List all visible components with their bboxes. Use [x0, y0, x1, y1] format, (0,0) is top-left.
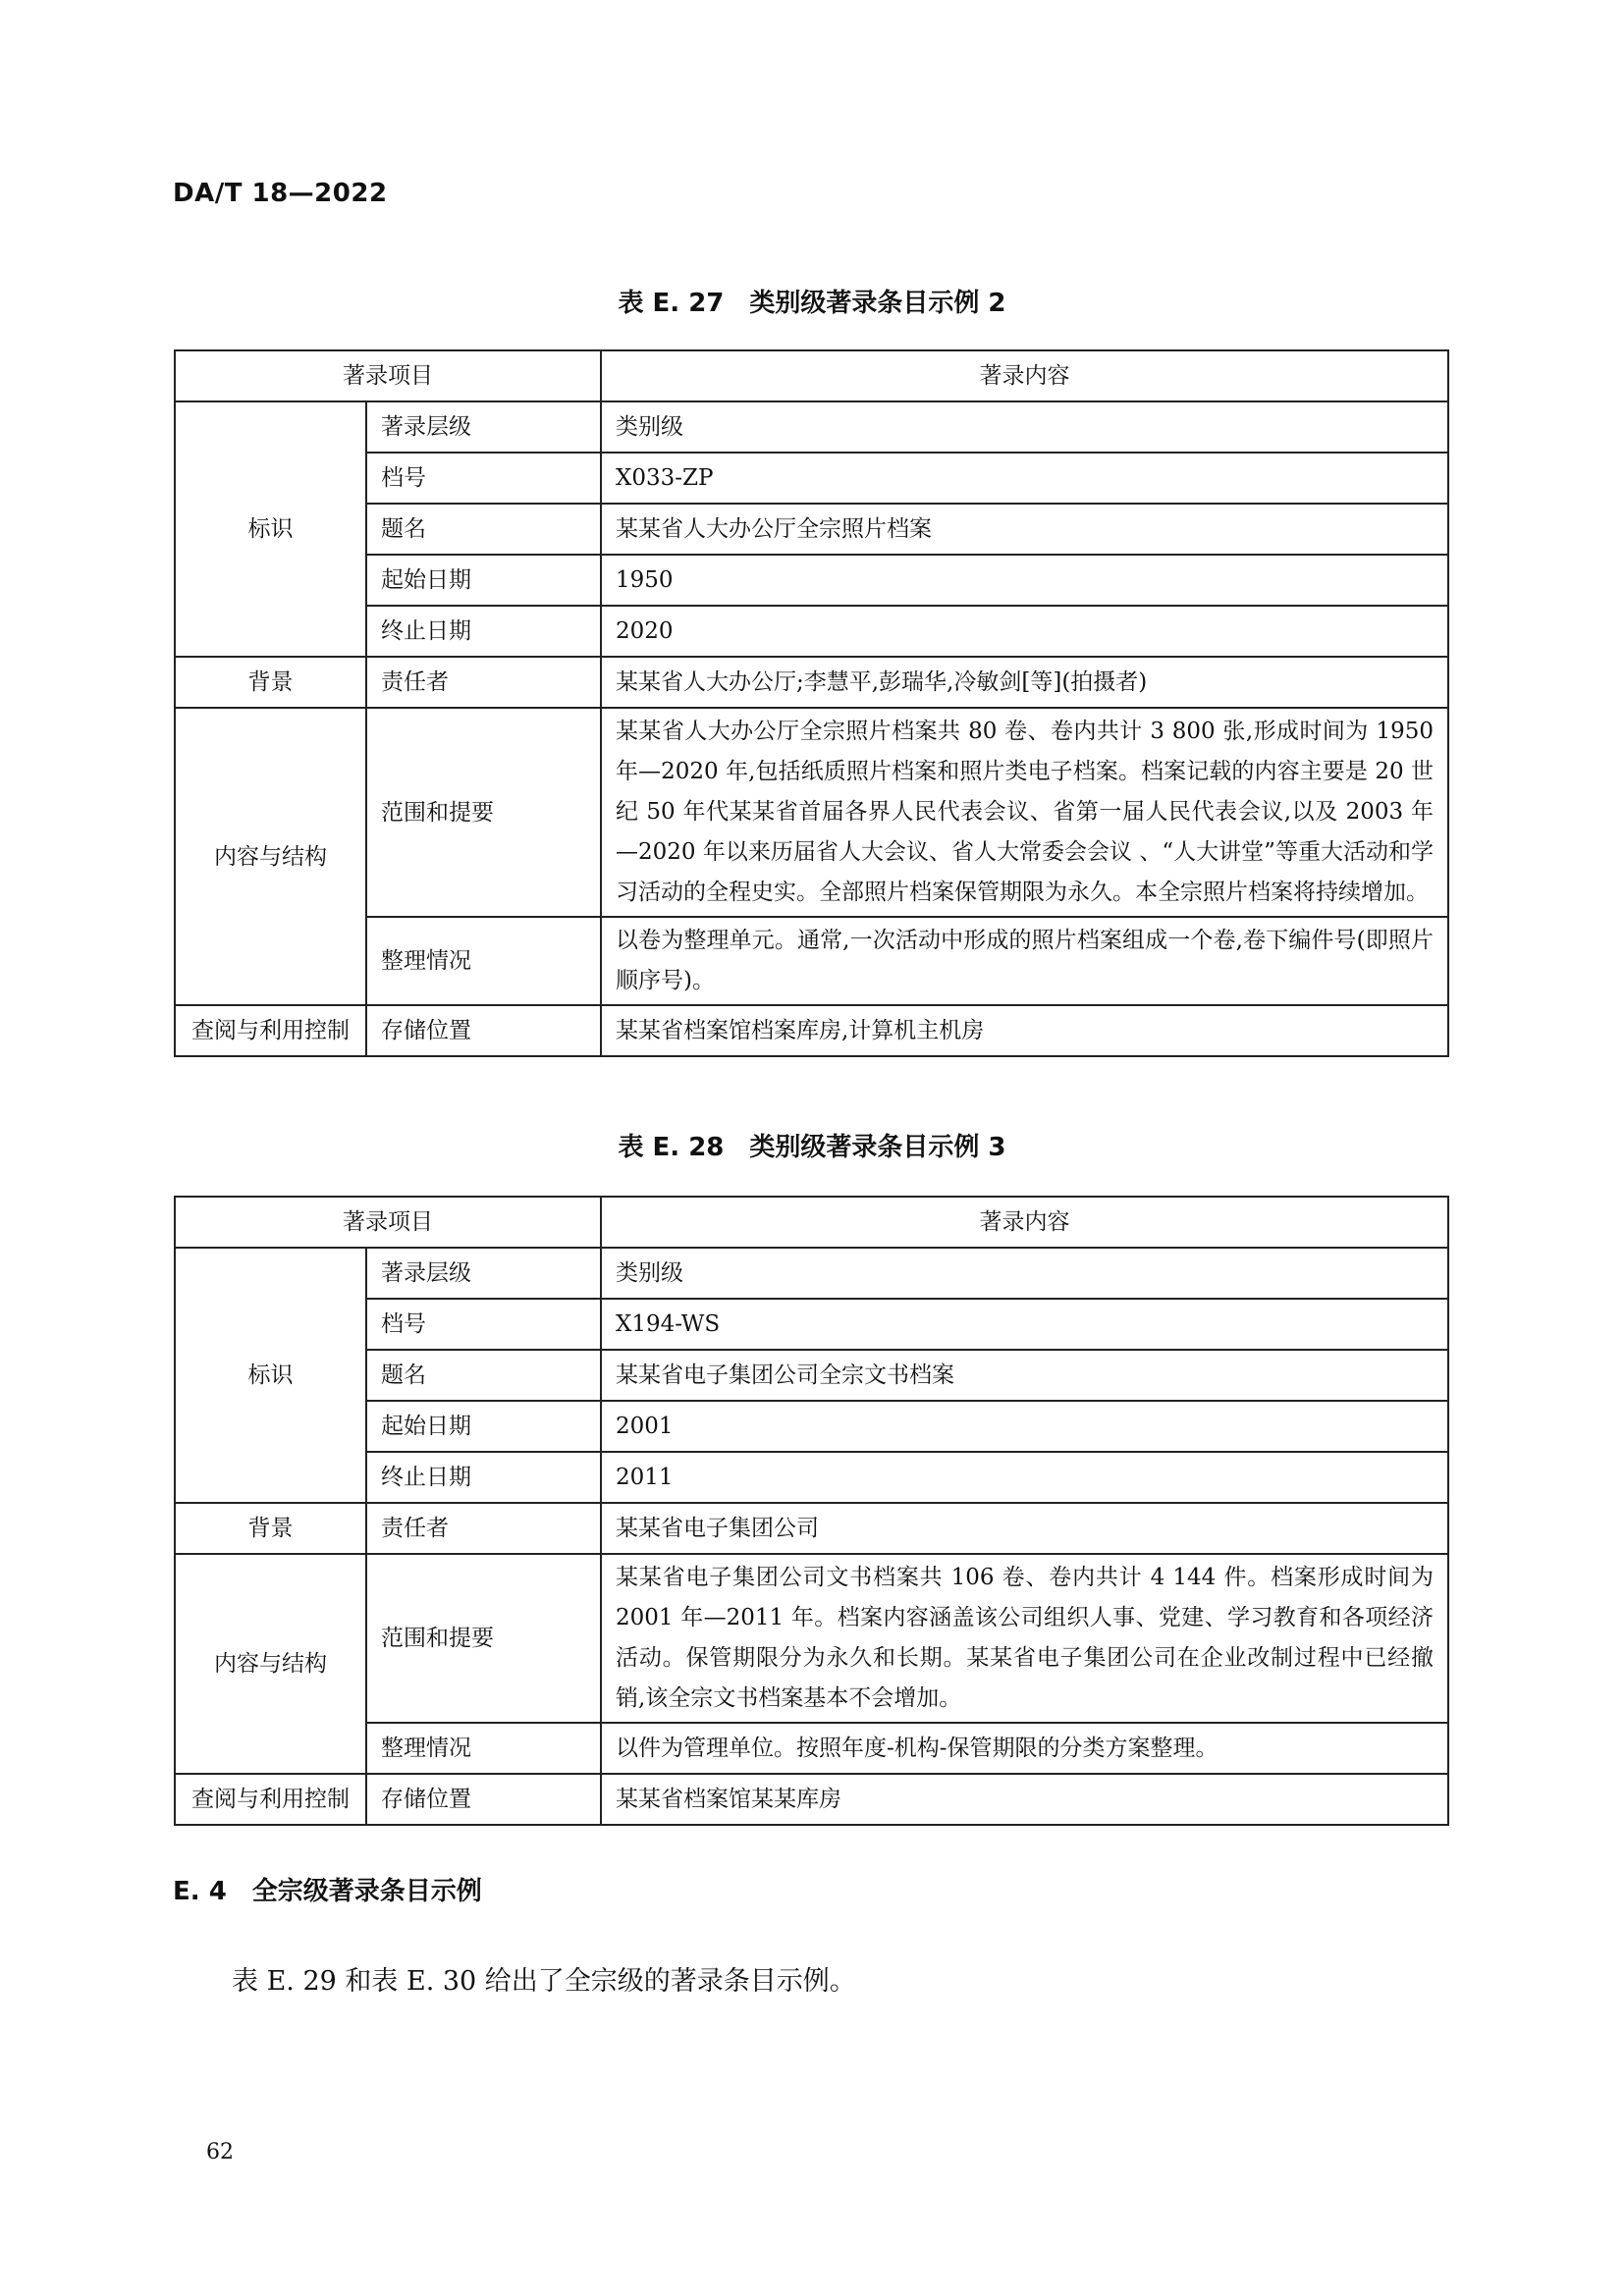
item-value: 类别级 [601, 401, 1448, 453]
table-row [175, 453, 1448, 504]
table-row [175, 1554, 1448, 1723]
table-header-row [175, 350, 1448, 401]
table-e28 [174, 1196, 1449, 1826]
item-label: 题名 [366, 1350, 601, 1401]
section-e4-body: 表 E. 29 和表 E. 30 给出了全宗级的著录条目示例。 [232, 1966, 856, 1997]
table-row [175, 1248, 1448, 1299]
item-value: 2001 [601, 1401, 1448, 1452]
table-row [175, 1774, 1448, 1825]
item-label: 著录层级 [366, 401, 601, 453]
column-header-content: 著录内容 [601, 350, 1448, 401]
table-row [175, 1350, 1448, 1401]
item-value: 2011 [601, 1452, 1448, 1503]
item-value: 某某省人大办公厅;李慧平,彭瑞华,冷敏剑[等](拍摄者) [601, 657, 1448, 708]
table-row [175, 1452, 1448, 1503]
item-value: 某某省电子集团公司文书档案共 106 卷、卷内共计 4 144 件。档案形成时间为 2001 年—2011 年。档案内容涵盖该公司组织人事、党建、学习教育和各项经济活动。保管期限分为永久和长期。某某省电子集团公司在企业改制过程中已经撤销,该全宗文书档案基本不会增加。 [601, 1554, 1448, 1723]
table-row [175, 1401, 1448, 1452]
group-label-access: 查阅与利用控制 [175, 1774, 366, 1825]
item-label: 起始日期 [366, 1401, 601, 1452]
table-row [175, 1503, 1448, 1554]
item-value: 某某省电子集团公司 [601, 1503, 1448, 1554]
item-label: 存储位置 [366, 1005, 601, 1056]
item-value: 2020 [601, 606, 1448, 657]
table-row [175, 504, 1448, 555]
table-row [175, 917, 1448, 1005]
item-label: 题名 [366, 504, 601, 555]
item-value: 类别级 [601, 1248, 1448, 1299]
item-label: 责任者 [366, 657, 601, 708]
item-value: 某某省档案馆某某库房 [601, 1774, 1448, 1825]
table-row [175, 555, 1448, 606]
column-header-item: 著录项目 [175, 1197, 601, 1248]
table-row [175, 1005, 1448, 1056]
table-e28-title: 表 E. 28 类别级著录条目示例 3 [618, 1133, 1006, 1162]
group-label-access: 查阅与利用控制 [175, 1005, 366, 1056]
item-label: 范围和提要 [366, 708, 601, 917]
item-label: 存储位置 [366, 1774, 601, 1825]
group-label-background: 背景 [175, 1503, 366, 1554]
table-row [175, 401, 1448, 453]
table-header-row [175, 1197, 1448, 1248]
item-label: 终止日期 [366, 606, 601, 657]
column-header-content: 著录内容 [601, 1197, 1448, 1248]
page-number: 62 [206, 2140, 234, 2164]
item-value: 以卷为整理单元。通常,一次活动中形成的照片档案组成一个卷,卷下编件号(即照片顺序号)。 [601, 917, 1448, 1005]
table-row [175, 1299, 1448, 1350]
item-value: 某某省人大办公厅全宗照片档案共 80 卷、卷内共计 3 800 张,形成时间为 1950 年—2020 年,包括纸质照片档案和照片类电子档案。档案记载的内容主要是 20 世纪 50 年代某某省首届各界人民代表会议、省第一届人民代表会议,以及 2003 年—2020 年以来历届省人大会议、省人大常委会会议 、“人大讲堂”等重大活动和学习活动的全程史实。全部照片档案保管期限为永久。本全宗照片档案将持续增加。 [601, 708, 1448, 917]
group-label-background: 背景 [175, 657, 366, 708]
group-label-content-structure: 内容与结构 [175, 1554, 366, 1774]
item-value: 某某省人大办公厅全宗照片档案 [601, 504, 1448, 555]
item-label: 整理情况 [366, 917, 601, 1005]
item-value: X033-ZP [601, 453, 1448, 504]
group-label-content-structure: 内容与结构 [175, 708, 366, 1005]
table-row [175, 1723, 1448, 1774]
document-code: DA/T 18—2022 [173, 179, 388, 208]
item-label: 终止日期 [366, 1452, 601, 1503]
column-header-item: 著录项目 [175, 350, 601, 401]
item-value: 以件为管理单位。按照年度-机构-保管期限的分类方案整理。 [601, 1723, 1448, 1774]
table-e27 [174, 349, 1449, 1057]
item-value: 某某省档案馆档案库房,计算机主机房 [601, 1005, 1448, 1056]
table-row [175, 657, 1448, 708]
item-label: 责任者 [366, 1503, 601, 1554]
item-value: 1950 [601, 555, 1448, 606]
table-row [175, 606, 1448, 657]
group-label-identity: 标识 [175, 1248, 366, 1503]
item-label: 档号 [366, 1299, 601, 1350]
item-label: 范围和提要 [366, 1554, 601, 1723]
section-e4-heading: E. 4 全宗级著录条目示例 [173, 1877, 482, 1906]
item-label: 起始日期 [366, 555, 601, 606]
item-value: X194-WS [601, 1299, 1448, 1350]
group-label-identity: 标识 [175, 401, 366, 657]
table-row [175, 708, 1448, 917]
item-label: 档号 [366, 453, 601, 504]
item-value: 某某省电子集团公司全宗文书档案 [601, 1350, 1448, 1401]
table-e27-title: 表 E. 27 类别级著录条目示例 2 [618, 289, 1006, 318]
item-label: 整理情况 [366, 1723, 601, 1774]
item-label: 著录层级 [366, 1248, 601, 1299]
